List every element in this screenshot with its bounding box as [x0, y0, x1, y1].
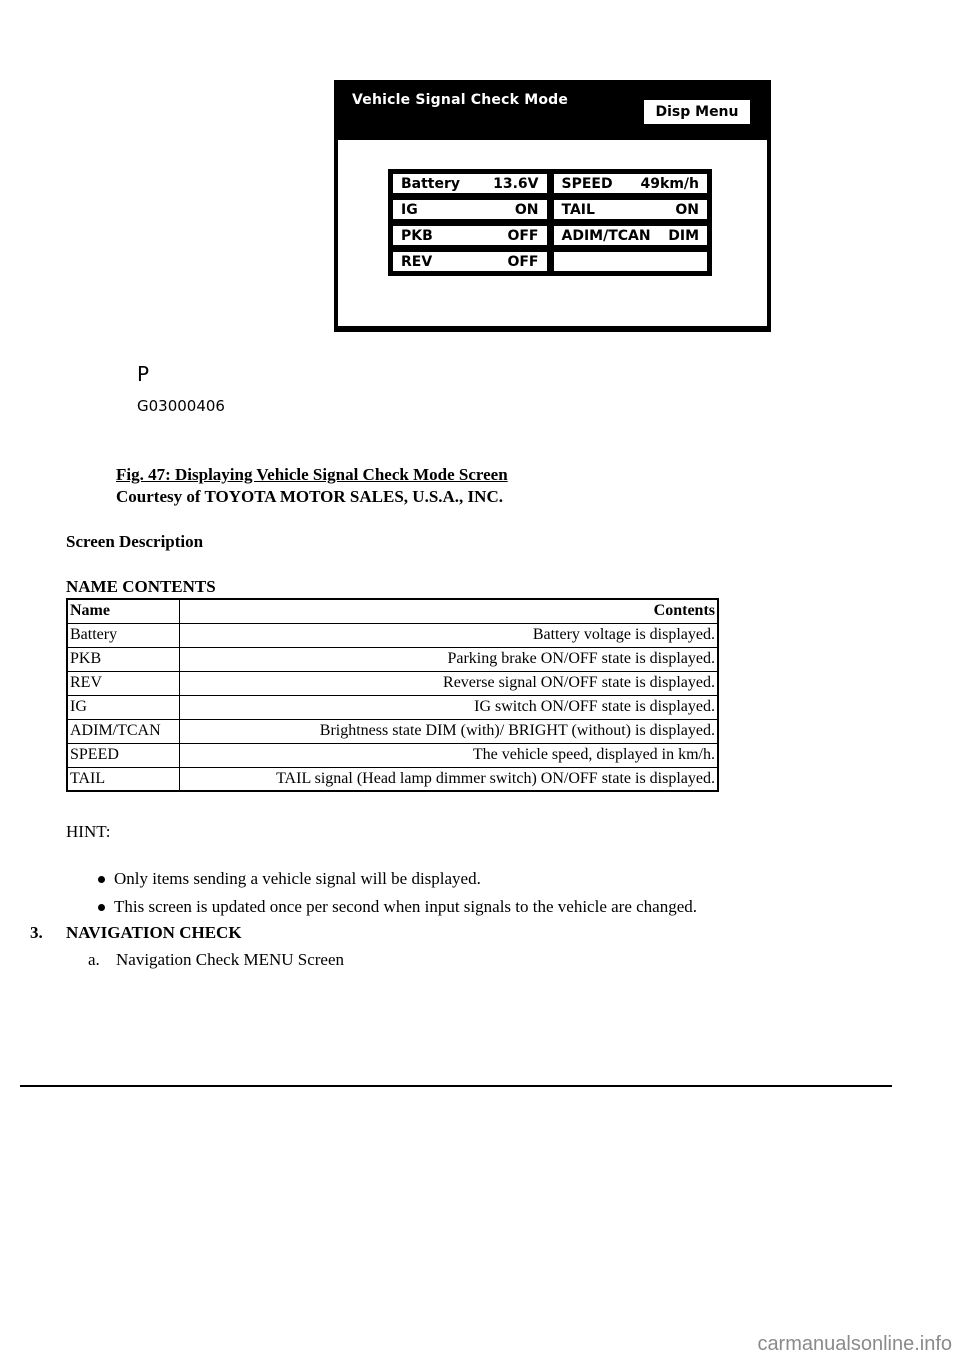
table-row: [67, 743, 718, 767]
cell-contents: Battery voltage is displayed.: [179, 623, 718, 647]
table-row: [67, 623, 718, 647]
column-header-contents: Contents: [179, 599, 718, 623]
list-item: Only items sending a vehicle signal will be displayed.: [96, 868, 697, 896]
signal-cell-ig: IG ON: [391, 198, 549, 221]
signal-cell-tail: TAIL ON: [552, 198, 710, 221]
table-row: [67, 671, 718, 695]
page-divider: [20, 1085, 892, 1087]
table-row: [67, 695, 718, 719]
bullet-icon: [98, 904, 105, 911]
signal-grid: [388, 169, 712, 276]
signal-cell-empty: [552, 250, 710, 273]
cell-name: IG: [67, 695, 179, 719]
bullet-icon: [98, 876, 105, 883]
cell-contents: Parking brake ON/OFF state is displayed.: [179, 647, 718, 671]
cell-name: SPEED: [67, 743, 179, 767]
hint-list: [96, 868, 697, 924]
hint-label: HINT:: [66, 822, 111, 841]
cell-contents: TAIL signal (Head lamp dimmer switch) ON/OFF state is displayed.: [179, 767, 718, 791]
figure-courtesy: Courtesy of TOYOTA MOTOR SALES, U.S.A., INC.: [116, 487, 503, 506]
cell-name: ADIM/TCAN: [67, 719, 179, 743]
disp-menu-button[interactable]: Disp Menu: [644, 100, 750, 124]
screen-title: Vehicle Signal Check Mode: [352, 92, 569, 108]
column-header-name: Name: [67, 599, 179, 623]
signal-cell-pkb: PKB OFF: [391, 224, 549, 247]
table-heading: NAME CONTENTS: [66, 577, 216, 596]
figure-code: G03000406: [137, 397, 225, 415]
signal-cell-speed: SPEED 49km/h: [552, 172, 710, 195]
substep-text: Navigation Check MENU Screen: [116, 950, 345, 969]
cell-contents: Reverse signal ON/OFF state is displayed.: [179, 671, 718, 695]
signal-cell-battery: Battery 13.6V: [391, 172, 549, 195]
table-row: [67, 719, 718, 743]
cell-name: PKB: [67, 647, 179, 671]
table-row: [67, 767, 718, 791]
table-header-row: [67, 599, 718, 623]
screen-description-heading: Screen Description: [66, 532, 204, 551]
signal-cell-adim-tcan: ADIM/TCAN DIM: [552, 224, 710, 247]
signal-cell-rev: REV OFF: [391, 250, 549, 273]
list-item: This screen is updated once per second when input signals to the vehicle are changed.: [96, 896, 697, 924]
vehicle-signal-check-screen: [334, 80, 771, 332]
figure-caption-link[interactable]: Fig. 47: Displaying Vehicle Signal Check Mode Screen: [116, 465, 508, 484]
name-contents-table: [66, 598, 719, 792]
cell-name: Battery: [67, 623, 179, 647]
step-title: NAVIGATION CHECK: [66, 923, 242, 942]
cell-name: REV: [67, 671, 179, 695]
figure-p-mark: P: [137, 362, 150, 386]
cell-contents: Brightness state DIM (with)/ BRIGHT (without) is displayed.: [179, 719, 718, 743]
substep-number: a.: [88, 950, 100, 969]
table-row: [67, 647, 718, 671]
footer-watermark: carmanualsonline.info: [757, 1333, 952, 1355]
step-number: 3.: [30, 923, 43, 942]
cell-name: TAIL: [67, 767, 179, 791]
cell-contents: IG switch ON/OFF state is displayed.: [179, 695, 718, 719]
cell-contents: The vehicle speed, displayed in km/h.: [179, 743, 718, 767]
